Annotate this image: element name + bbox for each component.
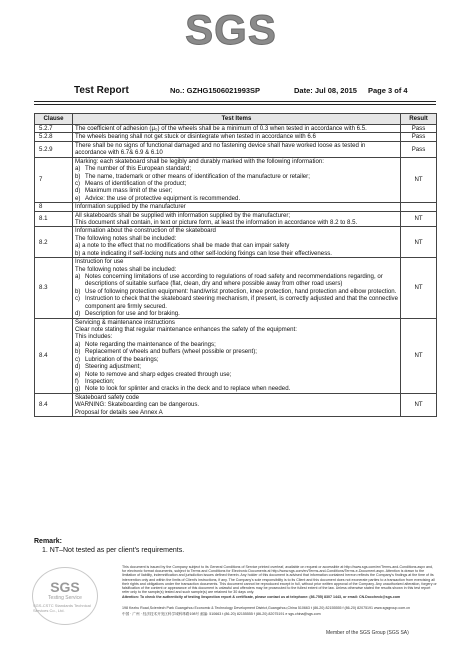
subitem-text: Instruction to check that the skateboard steering mechanism, if present, is correctly adjusted and that the connective component are firmly secured. [85, 295, 398, 310]
result-cell: Pass [401, 141, 437, 157]
result-cell: Pass [401, 125, 437, 133]
clause-cell: 7 [35, 157, 73, 203]
result-cell: NT [401, 211, 437, 227]
test-item-subitem [75, 385, 398, 392]
remark-note: 1. NT–Not tested as per client's requirements. [42, 547, 185, 554]
subitem-marker: b) [75, 348, 81, 356]
stamp-subtitle: Testing Service [48, 595, 82, 601]
subitem-text: The number of this European standard; [85, 165, 192, 173]
subitem-text: Replacement of wheels and buffers (wheel possible or present); [85, 348, 257, 356]
clause-cell: 8.2 [35, 227, 73, 258]
result-cell: NT [401, 393, 437, 416]
test-item-line: All skateboards shall be supplied with information supplied by the manufacturer; [75, 211, 291, 219]
result-cell [401, 203, 437, 211]
test-item-subitem [75, 348, 398, 355]
clause-cell: 8.1 [35, 211, 73, 227]
test-item-subitem [75, 165, 398, 172]
subitem-text: Means of identification of the product; [85, 179, 187, 187]
subitem-text: Notes concerning limitations of use according to regulations of road safety and recommendations regarding, or descriptions of suitable surface (flat, clean, dry and where possible away from other road users) [85, 273, 383, 288]
clause-cell: 5.2.9 [35, 141, 73, 157]
test-item-line: The wheels bearing shall not get stuck or disintegrate when tested in accordance with 6.6 [75, 133, 316, 141]
subitem-marker: f) [75, 377, 79, 385]
subitem-marker: b) [75, 287, 81, 295]
test-item-line: a) a note to the effect that no modifications shall be made that can impair safety [75, 242, 290, 250]
clause-cell: 8 [35, 203, 73, 211]
test-item-line: Proposal for details see Annex A [75, 408, 163, 416]
footer-disclaimer [122, 565, 438, 599]
test-item-cell [73, 393, 401, 416]
test-item-cell [73, 133, 401, 141]
subitem-marker: d) [75, 310, 81, 318]
subitem-marker: e) [75, 370, 81, 378]
test-item-subitem [75, 341, 398, 348]
table-row [35, 211, 437, 227]
test-item-cell [73, 141, 401, 157]
test-item-line: b) a note indicating if self-locking nuts and other self-locking fixings can lose their effectiveness. [75, 249, 332, 257]
test-item-line: Information about the construction of the skateboard [75, 227, 216, 235]
column-header-test-items: Test Items [73, 114, 401, 125]
subitem-marker: c) [75, 179, 81, 187]
test-item-line: Skateboard safety code [75, 393, 140, 401]
subitem-marker: d) [75, 187, 81, 195]
test-item-line: The following notes shall be included: [75, 265, 177, 273]
table-row [35, 125, 437, 133]
test-items-table [34, 113, 437, 417]
clause-cell: 5.2.8 [35, 133, 73, 141]
test-item-line: There shall be no signs of functional damaged and no fastening device shall have worked loose as tested in accordance with 6.7& 6.9 & 6.10 [75, 141, 366, 157]
subitem-marker: b) [75, 172, 81, 180]
subitem-marker: a) [75, 340, 81, 348]
result-cell: NT [401, 258, 437, 318]
test-item-subitem [75, 187, 398, 194]
table-row [35, 203, 437, 211]
table-header-row [35, 114, 437, 125]
stamp-company: SGS-CSTC Standards Technical Services Co., Ltd. [33, 603, 91, 613]
test-item-cell [73, 211, 401, 227]
test-item-subitem [75, 310, 398, 317]
subitem-text: Inspection; [85, 377, 115, 385]
test-item-subitem [75, 180, 398, 187]
test-item-line: WARNING: Skateboarding can be dangerous. [75, 401, 200, 409]
test-item-line: The following notes shall be included: [75, 234, 177, 242]
header-rule-bottom [34, 104, 436, 105]
test-item-line: The coefficient of adhesion (µ₀) of the wheels shall be a minimum of 0.3 when tested in accordance with 6.5. [75, 125, 367, 132]
header-rule-top [34, 101, 436, 102]
authenticity-attention: Attention: To check the authenticity of testing /inspection report & certificate, please contact us at telephone: (86-755) 8307 1443, or email: CN.Doccheck@sgs.com [122, 594, 401, 599]
test-item-cell [73, 227, 401, 258]
test-item-line: This document shall contain, in text or picture form, at least the information in accordance with 8.2 to 8.5. [75, 219, 358, 227]
test-item-line: Marking: each skateboard shall be legibly and durably marked with the following information: [75, 157, 324, 165]
test-item-line: Instruction for use [75, 258, 124, 266]
address-chinese: 中国 · 广州 · 经济技术开发区科学城科珠路198号 邮编: 510663 t (86-20) 82155555 f (86-20) 82075191 e sgs.china@sgs.com [122, 611, 321, 616]
report-title: Test Report [74, 85, 129, 96]
table-row [35, 258, 437, 318]
result-cell: NT [401, 227, 437, 258]
table-row [35, 157, 437, 203]
table-row [35, 318, 437, 393]
test-item-subitem [75, 173, 398, 180]
subitem-text: Maximum mass limit of the user; [85, 187, 173, 195]
table-row [35, 141, 437, 157]
subitem-text: Use of following protection equipment: hand/wrist protection, knee protection, hand protection and elbow protection. [85, 287, 397, 295]
remark-label: Remark: [34, 538, 63, 545]
test-item-line: Information supplied by the manufacturer [75, 203, 186, 211]
test-item-subitem [75, 295, 398, 310]
clause-cell: 5.2.7 [35, 125, 73, 133]
subitem-marker: d) [75, 363, 81, 371]
page-number: Page 3 of 4 [368, 86, 408, 95]
test-item-cell [73, 258, 401, 318]
result-cell: NT [401, 318, 437, 393]
sgs-logo: SGS [185, 6, 277, 53]
test-item-cell [73, 318, 401, 393]
subitem-marker: a) [75, 273, 81, 281]
column-header-result: Result [401, 114, 437, 125]
clause-cell: 8.4 [35, 318, 73, 393]
report-date: Date: Jul 08, 2015 [294, 86, 357, 95]
result-cell: Pass [401, 133, 437, 141]
test-item-subitem [75, 371, 398, 378]
clause-cell: 8.3 [35, 258, 73, 318]
test-item-cell [73, 157, 401, 203]
testing-service-stamp [32, 567, 98, 625]
subitem-text: Description for use and for braking. [85, 310, 180, 318]
subitem-marker: a) [75, 165, 81, 173]
subitem-text: The name, trademark or other means of identification of the manufacture or retailer; [85, 172, 310, 180]
subitem-text: Note to look for splinter and cracks in the deck and to replace when needed. [85, 385, 291, 393]
test-item-subitem [75, 356, 398, 363]
test-item-line: This includes: [75, 333, 113, 341]
stamp-logo: SGS [50, 579, 80, 595]
subitem-marker: e) [75, 194, 81, 202]
subitem-text: Steering adjustment; [85, 363, 141, 371]
member-note: Member of the SGS Group (SGS SA) [326, 630, 409, 636]
test-item-line: Clear note stating that regular maintenance enhances the safety of the equipment: [75, 325, 297, 333]
address-english: 198 Kezhu Road,Scientech Park Guangzhou Economic & Technology Development District,Guangzhou,China 510663 t (86-20) 82155555 f (86-20) 82075191 www.sgsgroup.com.cn [122, 606, 411, 610]
test-item-cell [73, 125, 401, 133]
disclaimer-text: This document is issued by the Company subject to its General Conditions of Service printed overleaf, available on request or accessible at http://www.sgs.com/en/Terms-and-Conditions.aspx and, for electronic format documents, subject to Terms and Conditions for Electronic Documents at http://www.sgs.com/en/Terms-and-Conditions/Terms-e-Document.aspx. Attention is drawn to the limitation of liability, indemnification and jurisdiction issues defined therein. Any holder of this document is advised that information contained hereon reflects the Company's findings at the time of its intervention only and within the limits of Client's instructions, if any. The Company's sole responsibility is to its Client and this document does not exonerate parties to a transaction from exercising all their rights and obligations under the transaction documents. This document cannot be reproduced except in full, without prior written approval of the Company. Any unauthorized alteration, forgery or falsification of the content or appearance of this document is unlawful and offenders may be prosecuted to the fullest extent of the law. Unless otherwise stated the results shown in this test report refer only to the sample(s) tested and such sample(s) are retained for 30 days only. [122, 565, 437, 595]
table-row [35, 133, 437, 141]
test-item-subitem [75, 378, 398, 385]
report-header [0, 86, 460, 100]
test-item-subitem [75, 195, 398, 202]
test-item-cell [73, 203, 401, 211]
subitem-text: Advice: the use of protective equipment is recommended. [85, 194, 241, 202]
test-item-subitem [75, 363, 398, 370]
test-item-line: Servicing & maintenance instructions [75, 318, 175, 326]
subitem-marker: g) [75, 385, 81, 393]
footer-address [122, 606, 438, 618]
result-cell: NT [401, 157, 437, 203]
subitem-marker: c) [75, 295, 81, 303]
table-row [35, 227, 437, 258]
table-row [35, 393, 437, 416]
test-item-subitem [75, 273, 398, 288]
subitem-marker: c) [75, 355, 81, 363]
subitem-text: Note to remove and sharp edges created through use; [85, 370, 232, 378]
column-header-clause: Clause [35, 114, 73, 125]
test-item-subitem [75, 288, 398, 295]
subitem-text: Note regarding the maintenance of the bearings; [85, 340, 216, 348]
clause-cell: 8.4 [35, 393, 73, 416]
report-number: No.: GZHG1506021993SP [170, 86, 261, 95]
subitem-text: Lubrication of the bearings; [85, 355, 159, 363]
